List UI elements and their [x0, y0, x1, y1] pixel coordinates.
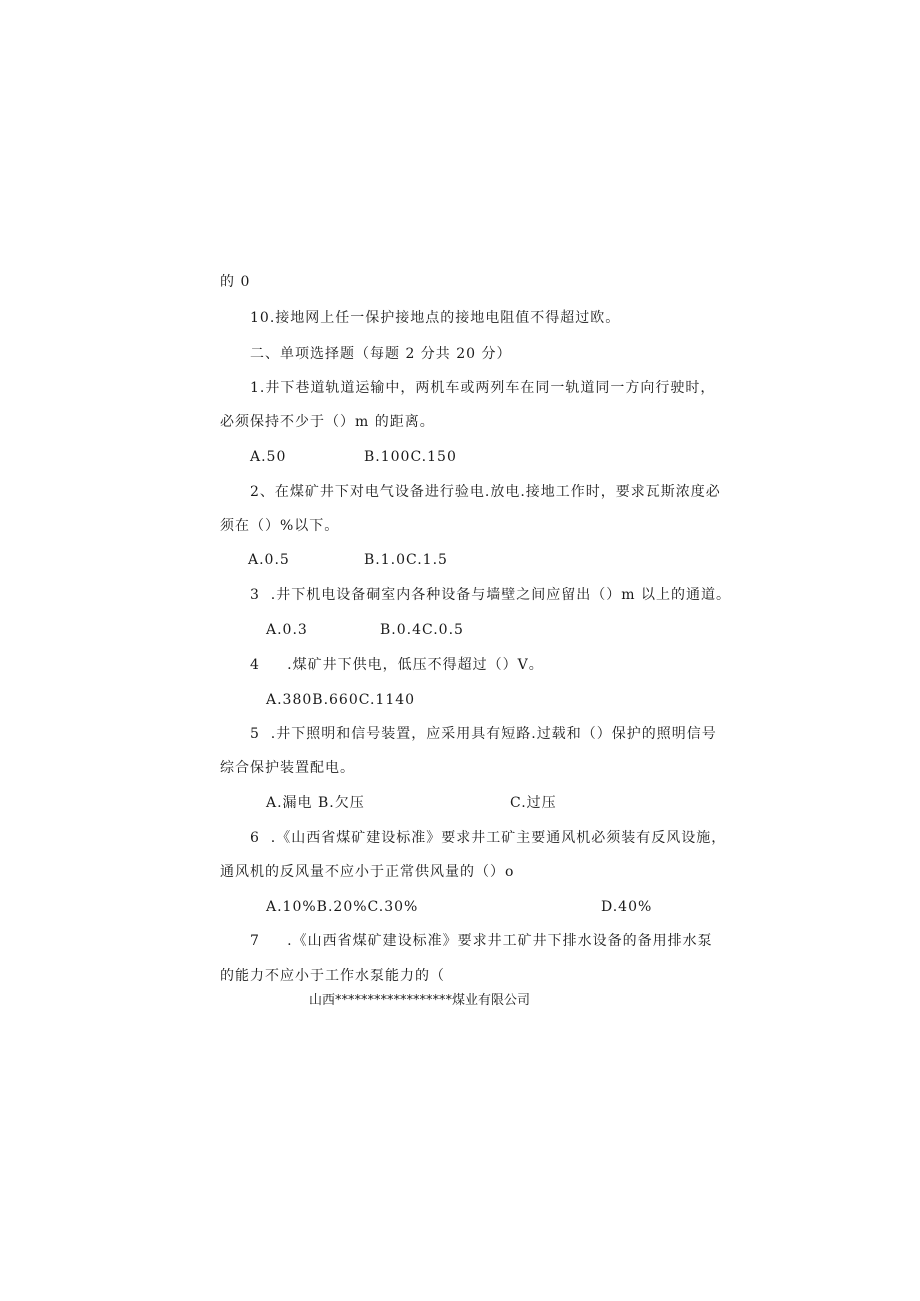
- question-text: 必须保持不少于（）m 的距离。: [220, 414, 435, 430]
- text-line: 10.接地网上任一保护接地点的接地电阻值不得超过欧。: [250, 310, 621, 326]
- answer-options: B.1.0C.1.5: [364, 552, 448, 568]
- question-text: 须在（）%以下。: [220, 518, 340, 534]
- company-footer: 山西******************煤业有限公司: [309, 993, 531, 1008]
- answer-options: B.0.4C.0.5: [380, 622, 464, 638]
- answer-options: D.40%: [601, 899, 653, 915]
- answer-options: A.漏电 B.欠压: [266, 795, 365, 811]
- question-text: 6 .《山西省煤矿建设标准》要求井工矿主要通风机必须装有反风设施，: [250, 830, 727, 846]
- answer-options: A.0.3: [266, 622, 308, 638]
- question-text: 的能力不应小于工作水泵能力的（: [220, 968, 445, 984]
- question-text: 综合保护装置配电。: [220, 760, 355, 776]
- question-text: 4 .煤矿井下供电，低压不得超过（）V。: [250, 657, 544, 673]
- answer-options: B.100C.150: [364, 449, 457, 465]
- answer-options: A.50: [250, 449, 287, 465]
- question-text: 5 .井下照明和信号装置，应采用具有短路.过载和（）保护的照明信号: [250, 726, 717, 742]
- question-text: 3 .井下机电设备硐室内各种设备与墙壁之间应留出（）m 以上的通道。: [250, 587, 731, 603]
- text-line: 的 0: [220, 274, 251, 290]
- question-text: 7 .《山西省煤矿建设标准》要求井工矿井下排水设备的备用排水泵: [250, 933, 713, 949]
- answer-options: A.380B.660C.1140: [266, 692, 416, 708]
- answer-options: A.0.5: [248, 552, 290, 568]
- answer-options: A.10%B.20%C.30%: [266, 899, 419, 915]
- question-text: 2、在煤矿井下对电气设备进行验电.放电.接地工作时，要求瓦斯浓度必: [250, 484, 721, 500]
- answer-options: C.过压: [510, 795, 557, 811]
- question-text: 1.井下巷道轨道运输中，两机车或两列车在同一轨道同一方向行驶时，: [250, 380, 716, 396]
- section-heading: 二、单项选择题（每题 2 分共 20 分）: [250, 346, 512, 362]
- question-text: 通风机的反风量不应小于正常供风量的（）o: [220, 864, 515, 880]
